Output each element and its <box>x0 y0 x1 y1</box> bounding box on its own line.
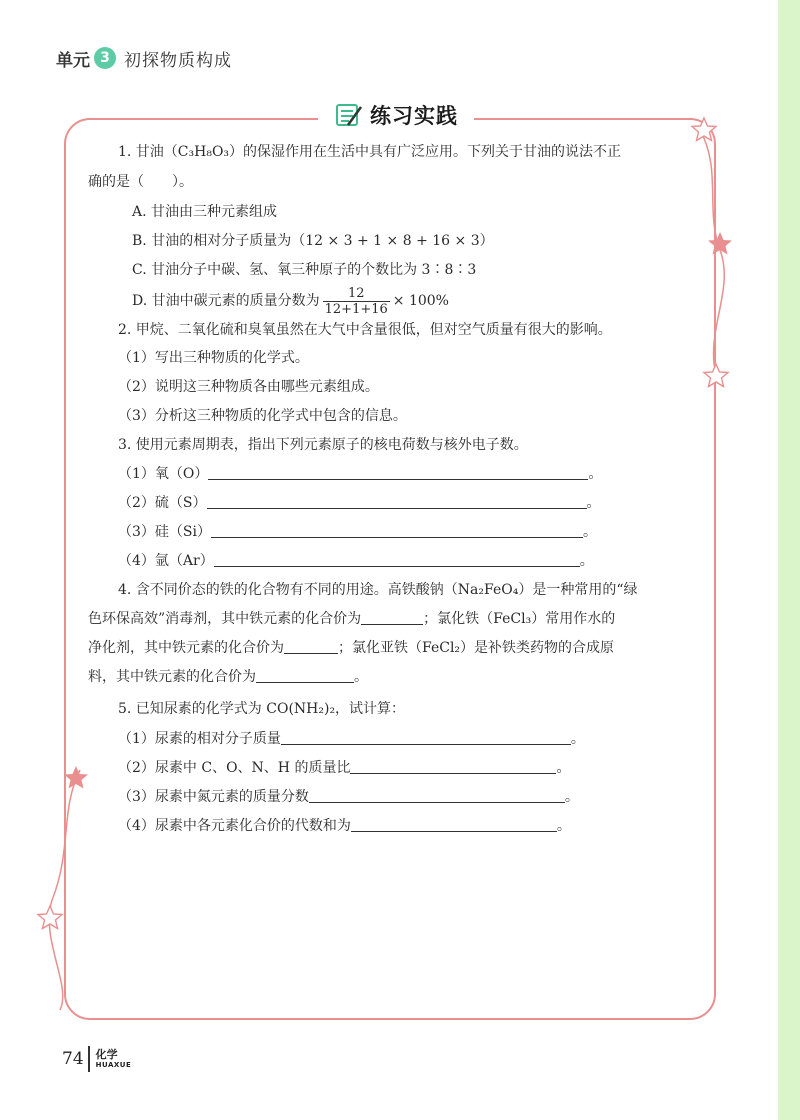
q1-option-c: C. 甘油分子中碳、氢、氧三种原子的个数比为 3∶8∶3 <box>132 262 477 278</box>
q4-line3 <box>88 634 614 662</box>
answer-blank[interactable] <box>211 521 583 538</box>
q1-option-b: B. 甘油的相对分子质量为（12 × 3 + 1 × 8 + 16 × 3） <box>132 233 494 249</box>
right-vine <box>700 130 724 375</box>
period: 。 <box>586 495 601 511</box>
answer-blank[interactable] <box>361 608 423 625</box>
unit-number-badge: 3 <box>94 47 116 69</box>
q2-part-1: （1）写出三种物质的化学式。 <box>118 350 309 366</box>
unit-word: 单元 <box>56 50 90 71</box>
q1-option-d <box>132 284 449 318</box>
q1-stem-line2: 确的是（ ）。 <box>88 174 193 190</box>
q5-item <box>118 783 579 811</box>
period: 。 <box>556 818 571 834</box>
q5-item-label: （2）尿素中 C、O、N、H 的质量比 <box>118 760 351 776</box>
q5-item <box>118 725 585 753</box>
q4-line1: 4. 含不同价态的铁的化合物有不同的用途。高铁酸钠（Na₂FeO₄）是一种常用的“绿 <box>118 582 638 598</box>
page-number: 74 <box>62 1049 84 1069</box>
q4-line2-text-b: ；氯化铁（FeCl₃）常用作水的 <box>423 611 616 627</box>
period: 。 <box>588 466 603 482</box>
q1-option-d-prefix: D. 甘油中碳元素的质量分数为 <box>132 293 320 309</box>
fraction <box>323 286 390 317</box>
footer-divider <box>88 1046 90 1072</box>
q3-item <box>118 460 602 488</box>
q5-item <box>118 812 571 840</box>
fraction-numerator: 12 <box>323 286 390 302</box>
q5-item-label: （4）尿素中各元素化合价的代数和为 <box>118 818 351 834</box>
notebook-pencil-icon <box>334 101 364 129</box>
q4-line4-text: 料，其中铁元素的化合价为 <box>88 669 256 685</box>
period: 。 <box>354 669 368 685</box>
q3-item-label: （2）硫（S） <box>118 495 207 511</box>
q4-line2 <box>88 605 615 633</box>
q3-item <box>118 547 594 575</box>
subject-en: HUAXUE <box>95 1061 132 1069</box>
section-heading <box>318 96 474 134</box>
q3-item <box>118 489 601 517</box>
q3-stem: 3. 使用元素周期表，指出下列元素原子的核电荷数与核外电子数。 <box>118 437 528 453</box>
q1-option-a: A. 甘油由三种元素组成 <box>132 204 278 220</box>
q4-line3-text-b: ；氯化亚铁（FeCl₂）是补铁类药物的合成原 <box>338 640 615 656</box>
q5-stem: 5. 已知尿素的化学式为 CO(NH₂)₂，试计算： <box>118 701 406 717</box>
section-title: 练习实践 <box>370 104 458 128</box>
left-vine <box>49 770 80 1010</box>
period: 。 <box>564 789 579 805</box>
star-icon <box>704 364 728 387</box>
fraction-denominator: 12+1+16 <box>324 301 388 317</box>
q4-line3-text: 净化剂，其中铁元素的化合价为 <box>88 640 284 656</box>
answer-blank[interactable] <box>351 815 557 832</box>
answer-blank[interactable] <box>208 463 588 480</box>
q2-part-3: （3）分析这三种物质的化学式中包含的信息。 <box>118 408 407 424</box>
q5-item-label: （1）尿素的相对分子质量 <box>118 731 281 747</box>
q3-item-label: （1）氧（O） <box>118 466 209 482</box>
q4-line2-text: 色环保高效”消毒剂，其中铁元素的化合价为 <box>88 611 362 627</box>
subject-cn: 化学 <box>95 1048 118 1061</box>
unit-title: 初探物质构成 <box>124 50 232 71</box>
q2-part-2: （2）说明这三种物质各由哪些元素组成。 <box>118 379 379 395</box>
answer-blank[interactable] <box>350 757 556 774</box>
q5-item-label: （3）尿素中氮元素的质量分数 <box>118 789 309 805</box>
period: 。 <box>582 524 597 540</box>
answer-blank[interactable] <box>207 492 587 509</box>
answer-blank[interactable] <box>281 728 571 745</box>
answer-blank[interactable] <box>214 550 580 567</box>
q3-item-label: （4）氩（Ar） <box>118 553 214 569</box>
subject-label <box>96 1049 132 1069</box>
period: 。 <box>570 731 585 747</box>
answer-blank[interactable] <box>309 786 565 803</box>
q5-item <box>118 754 570 782</box>
q1-option-d-suffix: × 100% <box>392 293 449 309</box>
q2-stem: 2. 甲烷、二氧化硫和臭氧虽然在大气中含量很低，但对空气质量有很大的影响。 <box>118 322 612 338</box>
answer-blank[interactable] <box>256 666 354 683</box>
page-footer <box>62 1044 131 1074</box>
q3-item-label: （3）硅（Si） <box>118 524 211 540</box>
q3-item <box>118 518 597 546</box>
period: 。 <box>579 553 594 569</box>
answer-blank[interactable] <box>284 637 338 654</box>
q4-line4 <box>88 663 368 691</box>
q1-stem-line1: 1. 甘油（C₃H₈O₃）的保湿作用在生活中具有广泛应用。下列关于甘油的说法不正 <box>118 144 622 160</box>
period: 。 <box>556 760 571 776</box>
star-icon <box>64 766 88 789</box>
